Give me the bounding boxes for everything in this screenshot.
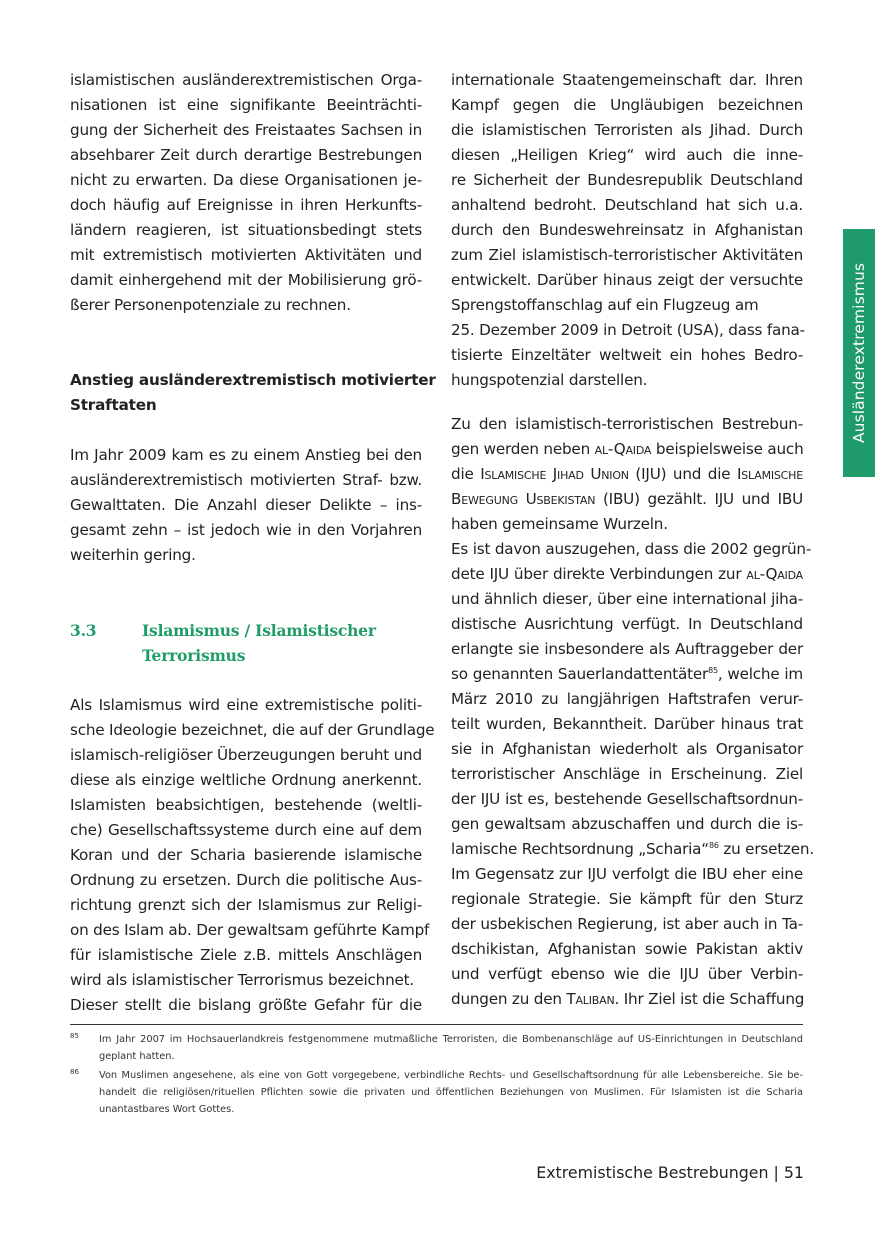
footnote-line: handelt die religiösen/rituellen Pflichten sowie die privaten und öffentlichen Beziehungen von Muslimen. Für Islamisten ist die Scharia	[99, 1087, 803, 1098]
text-line: gung der Sicherheit des Freistaates Sachsen in	[70, 121, 422, 139]
org-name-ibu-part: Islamische	[737, 465, 803, 483]
org-name-iju: Islamische Jihad Union	[480, 465, 629, 483]
text-line: richtung grenzt sich der Islamismus zur Religi-	[70, 896, 422, 914]
right-column	[451, 68, 814, 1012]
text-line: für islamistische Ziele z.B. mittels Anschlägen	[70, 946, 422, 964]
text-line: Zu den islamistisch-terroristischen Bestrebun-	[451, 415, 803, 433]
text-line: Sprengstoffanschlag auf ein Flugzeug am	[451, 296, 759, 314]
text-line: re Sicherheit der Bundesrepublik Deutschland	[451, 171, 803, 189]
footnote-ref: 86	[708, 841, 719, 850]
text-line: haben gemeinsame Wurzeln.	[451, 515, 668, 533]
text-line: der IJU ist es, bestehende Gesellschaftsordnun-	[451, 790, 803, 808]
text-line: Dieser stellt die bislang größte Gefahr für die	[70, 996, 422, 1014]
text-line: erlangte sie insbesondere als Auftraggeber der	[451, 640, 803, 658]
text-line: distische Ausrichtung verfügt. In Deutschland	[451, 615, 803, 633]
text-line: Im Gegensatz zur IJU verfolgt die IBU eher eine	[451, 865, 803, 883]
footnote	[70, 1067, 803, 1118]
text-line: der usbekischen Regierung, ist aber auch in Ta-	[451, 915, 803, 933]
footnote-divider	[70, 1024, 803, 1025]
threat-paragraph	[451, 68, 803, 393]
text-line: diesen „Heiligen Krieg“ wird auch die inne-	[451, 146, 803, 164]
text-line: tisierte Einzeltäter weltweit ein hohes Bedro-	[451, 346, 803, 364]
text-line: hungspotenzial darstellen.	[451, 371, 648, 389]
text-line: die Islamische Jihad Union (IJU) und die Islamische	[451, 465, 803, 483]
org-name-ibu: Bewegung Usbekistan	[451, 490, 596, 508]
text-line: nisationen ist eine signifikante Beeinträchti-	[70, 96, 422, 114]
text-line: Bewegung Usbekistan (IBU) gezählt. IJU und IBU	[451, 490, 803, 508]
section-title-line: Terrorismus	[142, 646, 246, 665]
crime-paragraph	[70, 443, 422, 568]
text-line: che) Gesellschaftssysteme durch eine auf dem	[70, 821, 422, 839]
footnote-ref: 85	[708, 666, 718, 675]
text-line: teilt wurden, Bekanntheit. Darüber hinaus trat	[451, 715, 803, 733]
text-line: 25. Dezember 2009 in Detroit (USA), dass fana-	[451, 321, 805, 339]
org-name-al-qaida: al-Qaida	[594, 440, 652, 458]
text-line: dschikistan, Afghanistan sowie Pakistan aktiv	[451, 940, 803, 958]
text-line: islamisch-religiöser Überzeugungen beruht und	[70, 746, 422, 764]
text-line: ßerer Personenpotenziale zu rechnen.	[70, 296, 351, 314]
text-line: Im Jahr 2009 kam es zu einem Anstieg bei den	[70, 446, 422, 464]
text-line: durch den Bundeswehreinsatz in Afghanistan	[451, 221, 803, 239]
text-line: Als Islamismus wird eine extremistische politi-	[70, 696, 422, 714]
left-column	[70, 68, 436, 1018]
text-line: weiterhin gering.	[70, 546, 196, 564]
text-line: gen gewaltsam abzuschaffen und durch die is-	[451, 815, 803, 833]
text-line: terroristischer Anschläge in Erscheinung. Ziel	[451, 765, 803, 783]
subheading	[70, 368, 436, 418]
chapter-side-tab	[843, 229, 875, 477]
section-number: 3.3	[70, 621, 97, 640]
intro-paragraph	[70, 68, 422, 318]
text-line: dete IJU über direkte Verbindungen zur al-Qaida	[451, 565, 803, 583]
islamism-paragraph	[70, 693, 435, 1018]
text-line: Gewalttaten. Die Anzahl dieser Delikte – ins-	[70, 496, 422, 514]
text-line: und verfügt ebenso wie die IJU über Verbin-	[451, 965, 803, 983]
text-line: anhaltend bedroht. Deutschland hat sich u.a.	[451, 196, 803, 214]
text-line: Kampf gegen die Ungläubigen bezeichnen	[451, 96, 803, 114]
footnote-number: 85	[70, 1032, 79, 1040]
text-line: ländern reagieren, ist situationsbedingt stets	[70, 221, 422, 239]
text-line: gen werden neben al-Qaida beispielsweise auch	[451, 440, 804, 458]
text-line: so genannten Sauerlandattentäter$^{85}$, welche im	[451, 665, 804, 683]
footnote-number: 86	[70, 1068, 79, 1076]
footnote-line: geplant hatten.	[99, 1051, 175, 1062]
text-line: internationale Staatengemeinschaft dar. Ihren	[451, 71, 803, 89]
text-line: lamische Rechtsordnung „Scharia“$^{86}$ zu ersetzen.	[451, 840, 814, 858]
text-line: entwickelt. Darüber hinaus zeigt der versuchte	[451, 271, 803, 289]
text-line: ausländerextremistisch motivierten Straf- bzw.	[70, 471, 422, 489]
text-line: dungen zu den Taliban. Ihr Ziel ist die Schaffung	[451, 990, 805, 1008]
footnote-line: Im Jahr 2007 im Hochsauerlandkreis festgenommene mutmaßliche Terroristen, die Bombenanschläge auf US-Einrichtungen in Deutschland	[99, 1034, 803, 1045]
text-line: on des Islam ab. Der gewaltsam geführte Kampf	[70, 921, 430, 939]
text-line: damit einhergehend mit der Mobilisierung grö-	[70, 271, 422, 289]
text-line: regionale Strategie. Sie kämpft für den Sturz	[451, 890, 803, 908]
footnote-line: unantastbares Wort Gottes.	[99, 1104, 235, 1115]
text-line: mit extremistisch motivierten Aktivitäten und	[70, 246, 422, 264]
text-line: doch häufig auf Ereignisse in ihren Herkunfts-	[70, 196, 422, 214]
text-line: sche Ideologie bezeichnet, die auf der Grundlage	[70, 721, 435, 739]
footnotes	[70, 1031, 803, 1118]
text-line: diese als einzige weltliche Ordnung anerkennt.	[70, 771, 422, 789]
text-line: und ähnlich dieser, über eine international jiha-	[451, 590, 803, 608]
chapter-side-tab-label: Ausländerextremismus	[850, 262, 868, 444]
footnote	[70, 1031, 803, 1065]
text-line: Islamisten beabsichtigen, bestehende (weltli-	[70, 796, 422, 814]
footnote-line: Von Muslimen angesehene, als eine von Gott vorgegebene, verbindliche Rechts- und Gesellschaftsordnung für alle Lebensbereiche. Sie be-	[99, 1070, 803, 1081]
text-line: islamistischen ausländerextremistischen Orga-	[70, 71, 422, 89]
text-line: Ordnung zu ersetzen. Durch die politische Aus-	[70, 871, 422, 889]
subheading-line: Anstieg ausländerextremistisch motivierter	[70, 371, 436, 389]
text-line: nicht zu erwarten. Da diese Organisationen je-	[70, 171, 422, 189]
text-line: die islamistischen Terroristen als Jihad. Durch	[451, 121, 803, 139]
running-footer: Extremistische Bestrebungen | 51	[536, 1163, 804, 1182]
text-line: Es ist davon auszugehen, dass die 2002 gegrün-	[451, 540, 812, 558]
text-line: gesamt zehn – ist jedoch wie in den Vorjahren	[70, 521, 422, 539]
groups-paragraph	[451, 412, 803, 537]
subheading-line: Straftaten	[70, 396, 157, 414]
org-name-taliban: Taliban	[566, 990, 615, 1008]
text-line: März 2010 zu langjährigen Haftstrafen verur-	[451, 690, 803, 708]
text-line: absehbarer Zeit durch derartige Bestrebungen	[70, 146, 422, 164]
iju-paragraph	[451, 537, 814, 1012]
section-heading	[70, 618, 422, 668]
text-line: sie in Afghanistan wiederholt als Organisator	[451, 740, 803, 758]
text-line: wird als islamistischer Terrorismus bezeichnet.	[70, 971, 415, 989]
text-line: zum Ziel islamistisch-terroristischer Aktivitäten	[451, 246, 803, 264]
section-title-line: Islamismus / Islamistischer	[142, 621, 376, 640]
text-line: Koran und der Scharia basierende islamische	[70, 846, 422, 864]
org-name-al-qaida: al-Qaida	[746, 565, 803, 583]
